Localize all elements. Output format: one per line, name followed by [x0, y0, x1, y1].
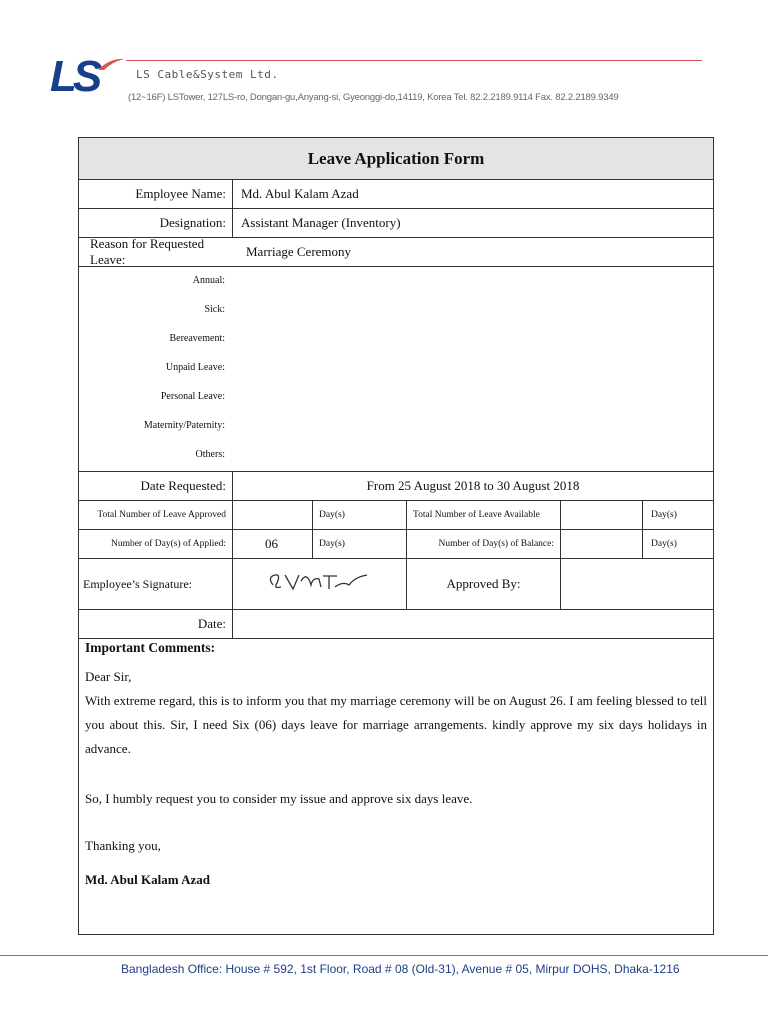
approved-by-field[interactable]	[560, 559, 713, 609]
footer-address: Bangladesh Office: House # 592, 1st Floor, Road # 08 (Old-31), Avenue # 05, Mirpur DOHS, Dhaka-1216	[121, 962, 680, 976]
leave-type-label: Sick:	[204, 304, 225, 315]
closing: Thanking you,	[85, 838, 161, 853]
header-divider	[126, 60, 702, 61]
days-balance-field[interactable]	[560, 530, 642, 558]
logo-swoosh-icon	[96, 56, 126, 72]
days-balance-label: Number of Day(s) of Balance:	[406, 530, 560, 558]
designation-label: Designation:	[159, 215, 226, 230]
date-requested-label: Date Requested:	[140, 478, 226, 493]
signature-row	[79, 559, 713, 610]
leave-type-label: Annual:	[192, 275, 225, 286]
designation-row	[79, 209, 713, 238]
total-approved-label: Total Number of Leave Approved	[97, 510, 226, 520]
reason-row	[79, 238, 713, 267]
days-row	[79, 530, 713, 559]
form-title-row	[79, 138, 713, 180]
days-applied-unit: Day(s)	[312, 530, 406, 558]
logo-text: LS	[50, 52, 99, 101]
footer-divider	[0, 955, 768, 956]
reason-label: Reason for Requested Leave:	[90, 236, 205, 267]
reason-field[interactable]: Marriage Ceremony	[246, 244, 352, 259]
employee-name-field[interactable]: Md. Abul Kalam Azad	[232, 180, 713, 208]
approved-by-label: Approved By:	[406, 559, 560, 609]
total-available-field[interactable]	[560, 501, 642, 529]
comments-heading: Important Comments:	[85, 640, 216, 655]
days-balance-unit: Day(s)	[642, 530, 713, 558]
date-requested-row	[79, 472, 713, 501]
leave-application-form	[78, 137, 714, 935]
letter-paragraph-2: So, I humbly request you to consider my issue and approve six days leave.	[85, 791, 473, 806]
form-title: Leave Application Form	[307, 149, 485, 168]
company-name: LS Cable&System Ltd.	[136, 68, 279, 81]
days-applied-label: Number of Day(s) of Applied:	[110, 539, 226, 549]
leave-type-label: Others:	[195, 449, 225, 460]
leave-type-label: Unpaid Leave:	[165, 362, 225, 373]
date-label: Date:	[197, 616, 226, 631]
salutation: Dear Sir,	[85, 669, 132, 684]
designation-field[interactable]: Assistant Manager (Inventory)	[232, 209, 713, 237]
leave-totals-row	[79, 501, 713, 530]
company-logo	[50, 52, 124, 104]
handwritten-signature	[263, 567, 373, 599]
leave-types-section	[79, 267, 713, 472]
employee-name-row	[79, 180, 713, 209]
leave-type-label: Personal Leave:	[160, 391, 225, 402]
leave-type-label: Bereavement:	[169, 333, 225, 344]
letter-paragraph-1: With extreme regard, this is to inform you that my marriage ceremony will be on August 26. I am feeling blessed to tell you about this. Sir, I need Six (06) days leave for marriage arrangements. kindly approve my six days holidays in advance.	[85, 693, 707, 756]
letterhead	[0, 0, 768, 125]
total-approved-unit: Day(s)	[312, 501, 406, 529]
days-applied-field[interactable]: 06	[232, 530, 312, 558]
total-available-label: Total Number of Leave Available	[406, 501, 560, 529]
date-field[interactable]	[232, 610, 713, 638]
signature-field[interactable]	[232, 559, 406, 609]
date-requested-field[interactable]: From 25 August 2018 to 30 August 2018	[232, 472, 713, 500]
total-approved-field[interactable]	[232, 501, 312, 529]
signatory-name: Md. Abul Kalam Azad	[85, 872, 210, 887]
total-available-unit: Day(s)	[642, 501, 713, 529]
comments-section	[79, 639, 713, 935]
signature-label: Employee’s Signature:	[83, 576, 192, 591]
date-row	[79, 610, 713, 639]
employee-name-label: Employee Name:	[135, 186, 226, 201]
company-address: (12~16F) LSTower, 127LS-ro, Dongan-gu,Anyang-si, Gyeonggi-do,14119, Korea Tel. 82.2.2189.9114 Fax. 82.2.2189.9349	[128, 92, 619, 103]
leave-type-label: Maternity/Paternity:	[143, 420, 225, 431]
